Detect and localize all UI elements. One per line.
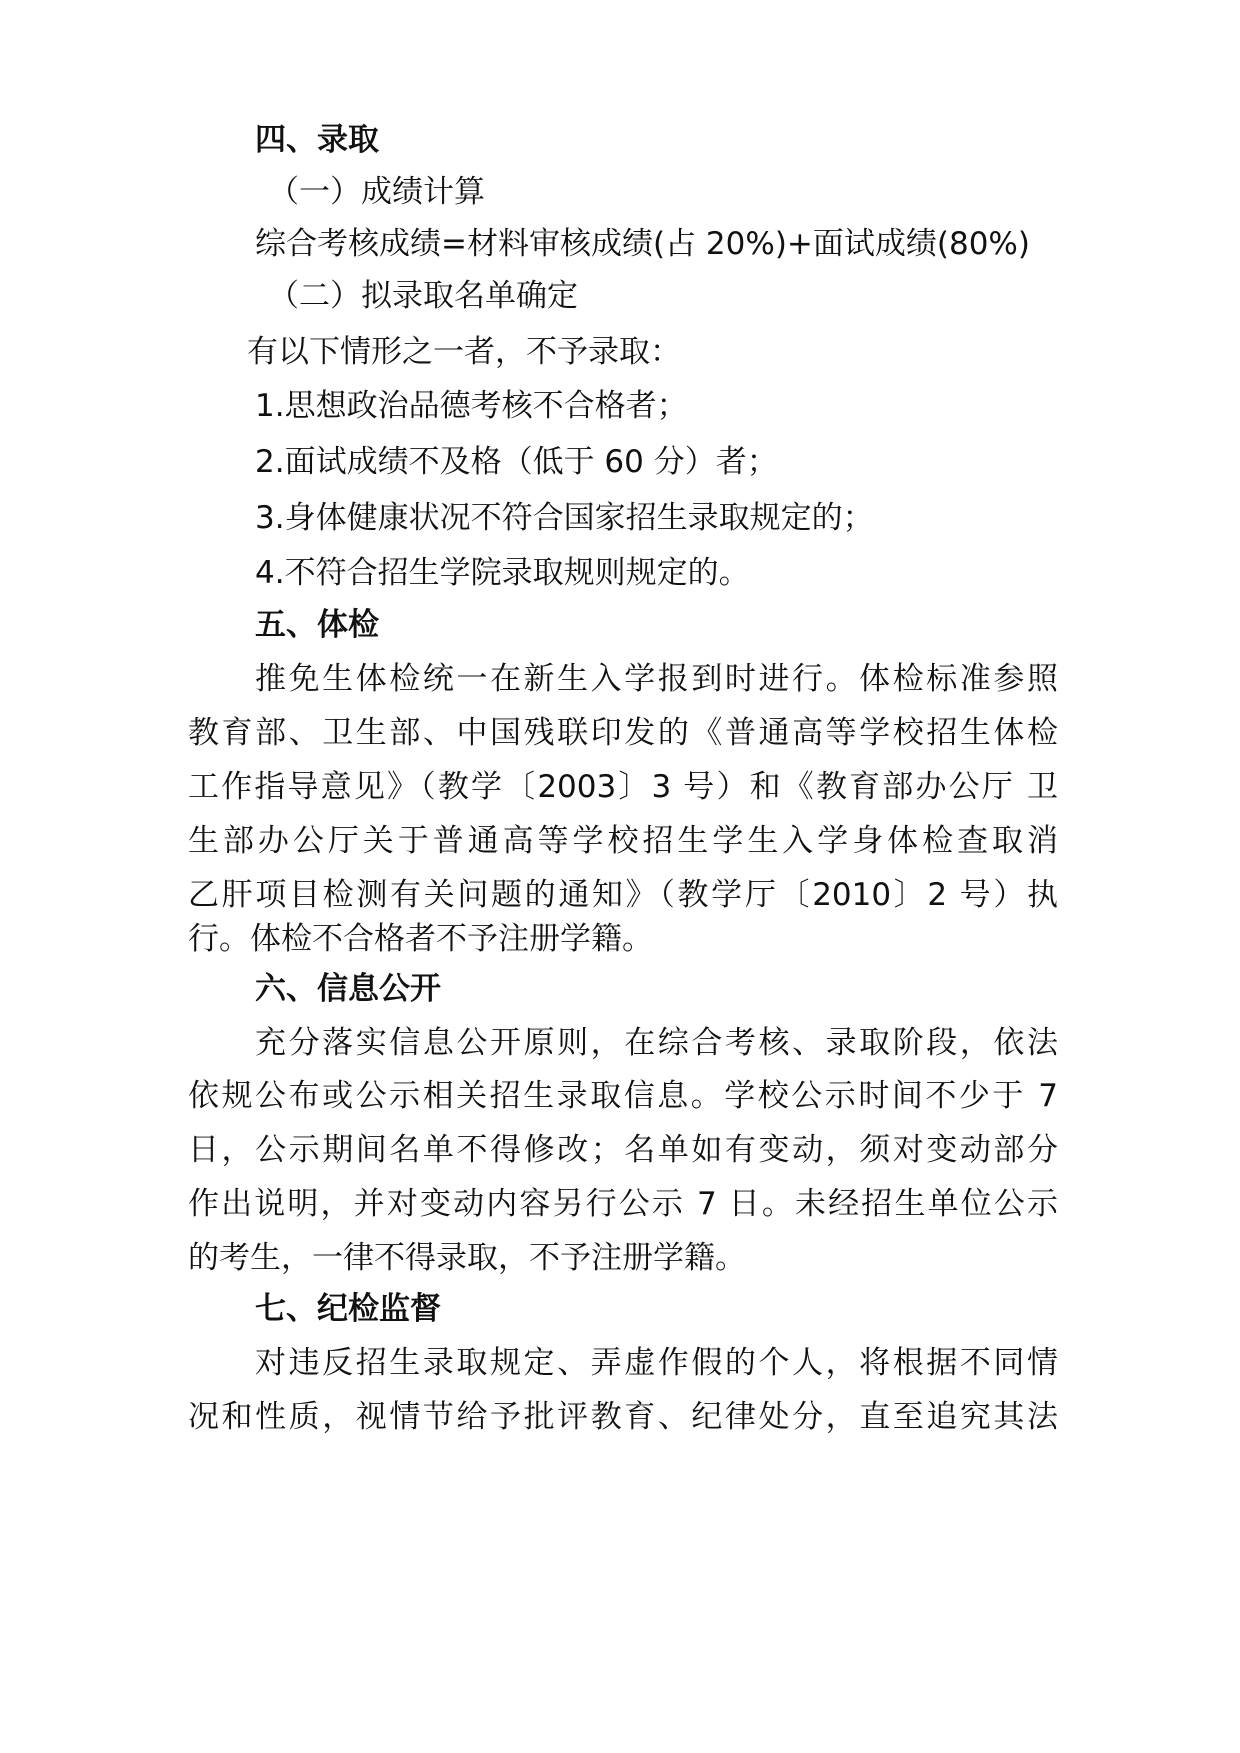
section-heading-admission: 四、录取: [255, 122, 379, 158]
exclusion-lead: 有以下情形之一者，不予录取：: [247, 334, 681, 370]
paragraph-line: 工作指导意见》（教学〔2003〕3 号）和《教育部办公厅 卫: [188, 769, 1058, 805]
paragraph-line: 行。体检不合格者不予注册学籍。: [188, 921, 653, 957]
paragraph-line: 的考生，一律不得录取，不予注册学籍。: [188, 1240, 746, 1276]
paragraph-line: 生部办公厅关于普通高等学校招生学生入学身体检查取消: [188, 823, 1058, 859]
subheading-score-calculation: （一）成绩计算: [268, 174, 485, 210]
paragraph-line: 依规公布或公示相关招生录取信息。学校公示时间不少于 7: [188, 1078, 1058, 1114]
section-heading-physical-exam: 五、体检: [255, 607, 379, 643]
section-heading-information-disclosure: 六、信息公开: [255, 971, 441, 1007]
paragraph-line: 充分落实信息公开原则，在综合考核、录取阶段，依法: [255, 1025, 1058, 1061]
paragraph-line: 日，公示期间名单不得修改；名单如有变动，须对变动部分: [188, 1132, 1058, 1168]
paragraph-line: 作出说明，并对变动内容另行公示 7 日。未经招生单位公示: [188, 1186, 1058, 1222]
section-heading-discipline-supervision: 七、纪检监督: [255, 1291, 441, 1327]
paragraph-line: 对违反招生录取规定、弄虚作假的个人，将根据不同情: [255, 1345, 1058, 1381]
paragraph-line: 况和性质，视情节给予批评教育、纪律处分，直至追究其法: [188, 1399, 1058, 1435]
exclusion-item: 2.面试成绩不及格（低于 60 分）者；: [255, 444, 778, 480]
exclusion-item: 1.思想政治品德考核不合格者；: [255, 388, 688, 424]
exclusion-item: 3.身体健康状况不符合国家招生录取规定的；: [255, 500, 874, 536]
exclusion-item: 4.不符合招生学院录取规则规定的。: [255, 555, 750, 591]
subheading-admission-list: （二）拟录取名单确定: [268, 278, 578, 314]
paragraph-line: 乙肝项目检测有关问题的通知》（教学厅〔2010〕2 号）执: [188, 877, 1058, 913]
paragraph-line: 推免生体检统一在新生入学报到时进行。体检标准参照: [255, 661, 1058, 697]
paragraph-line: 教育部、卫生部、中国残联印发的《普通高等学校招生体检: [188, 715, 1058, 751]
score-formula: 综合考核成绩=材料审核成绩(占 20%)+面试成绩(80%): [255, 226, 1030, 262]
